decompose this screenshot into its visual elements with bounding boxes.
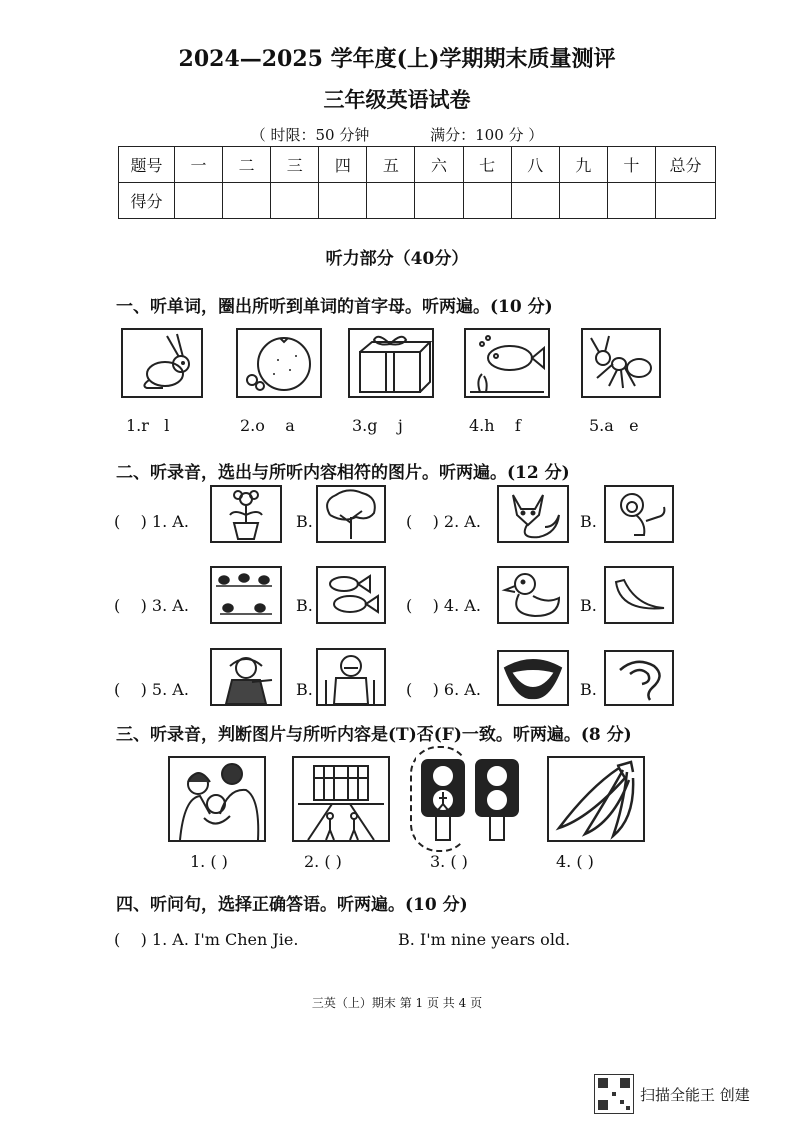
scanner-watermark: 扫描全能王 创建 xyxy=(640,1086,750,1104)
s2-item-4-left xyxy=(406,596,481,615)
letter-option[interactable]: a xyxy=(285,416,295,435)
score-cell: 六 xyxy=(415,147,463,183)
section2-heading: 二、听录音，选出与所听内容相符的图片。听两遍。(12 分) xyxy=(116,463,570,483)
s3-item-2-answer[interactable]: 2. ( ) xyxy=(304,852,342,871)
ant-icon xyxy=(581,328,661,398)
flower-pot-icon[interactable] xyxy=(210,485,282,543)
score-blank[interactable] xyxy=(656,183,716,219)
s2-item-6-left xyxy=(406,680,481,699)
family-icon[interactable] xyxy=(168,756,266,842)
monkey-icon[interactable] xyxy=(604,485,674,543)
grandma-icon[interactable] xyxy=(210,648,282,706)
score-blank[interactable] xyxy=(271,183,319,219)
score-blank[interactable] xyxy=(319,183,367,219)
item-number: 4. xyxy=(469,416,485,435)
letter-option[interactable]: f xyxy=(514,416,521,435)
s4-item-1 xyxy=(114,930,298,949)
score-table-header-row xyxy=(119,147,716,183)
item-number: 5. xyxy=(589,416,605,435)
item-label: ) 1. A. xyxy=(140,512,189,531)
s2-item-2-left xyxy=(406,512,481,531)
answer-paren[interactable]: ( xyxy=(406,512,413,531)
exam-subtitle: 三年级英语试卷 xyxy=(323,87,471,112)
s1-item-3[interactable] xyxy=(352,416,403,435)
item-label: ) 5. A. xyxy=(140,680,189,699)
letter-option[interactable]: e xyxy=(629,416,639,435)
score-blank[interactable] xyxy=(463,183,511,219)
score-blank[interactable] xyxy=(367,183,415,219)
listening-heading: 听力部分（40分） xyxy=(325,249,469,269)
answer-paren[interactable]: ( xyxy=(406,596,413,615)
orange-icon xyxy=(236,328,322,398)
page-footer: 三英（上）期末 第 1 页 共 4 页 xyxy=(311,996,483,1010)
score-blank[interactable] xyxy=(559,183,607,219)
gift-icon xyxy=(348,328,434,398)
s2-item-1-b[interactable]: B. xyxy=(296,512,313,531)
time-limit: （ 时限：50 分钟 xyxy=(250,126,370,144)
option-a[interactable]: ) 1. A. I'm Chen Jie. xyxy=(140,930,299,949)
tree-icon[interactable] xyxy=(316,485,386,543)
score-cell: 一 xyxy=(175,147,223,183)
s2-item-6-b[interactable]: B. xyxy=(580,680,597,699)
score-blank[interactable] xyxy=(607,183,655,219)
letter-option[interactable]: g xyxy=(367,416,378,435)
mouth-icon[interactable] xyxy=(497,650,569,706)
s2-item-3-left xyxy=(114,596,189,615)
letter-option[interactable]: l xyxy=(164,416,170,435)
answer-paren[interactable]: ( xyxy=(114,680,121,699)
s1-item-5[interactable] xyxy=(589,416,639,435)
s2-item-3-b[interactable]: B. xyxy=(296,596,313,615)
traffic-light-icon[interactable] xyxy=(416,756,526,842)
score-cell: 五 xyxy=(367,147,415,183)
score-cell: 二 xyxy=(223,147,271,183)
s2-item-2-b[interactable]: B. xyxy=(580,512,597,531)
s3-item-1-answer[interactable]: 1. ( ) xyxy=(190,852,228,871)
rabbit-icon xyxy=(121,328,203,398)
answer-paren[interactable]: ( xyxy=(114,596,121,615)
score-blank[interactable] xyxy=(415,183,463,219)
section1-heading: 一、听单词，圈出所听到单词的首字母。听两遍。(10 分) xyxy=(116,297,553,317)
item-number: 2. xyxy=(240,416,256,435)
s1-item-4[interactable] xyxy=(469,416,521,435)
item-label: ) 4. A. xyxy=(432,596,481,615)
grandpa-icon[interactable] xyxy=(316,648,386,706)
s2-item-1-left xyxy=(114,512,189,531)
score-cell: 三 xyxy=(271,147,319,183)
bananas-icon[interactable] xyxy=(547,756,645,842)
section3-heading: 三、听录音，判断图片与所听内容是(T)否(F)一致。听两遍。(8 分) xyxy=(116,725,632,745)
item-number: 3. xyxy=(352,416,368,435)
s3-item-3-answer[interactable]: 3. ( ) xyxy=(430,852,468,871)
s2-item-5-b[interactable]: B. xyxy=(296,680,313,699)
score-table-score-row xyxy=(119,183,716,219)
score-cell: 七 xyxy=(463,147,511,183)
exam-limits xyxy=(0,124,794,145)
s2-item-5-left xyxy=(114,680,189,699)
birds-icon[interactable] xyxy=(210,566,282,624)
letter-option[interactable]: a xyxy=(604,416,614,435)
exam-title: 2024—2025 学年度(上)学期期末质量测评 xyxy=(178,46,616,72)
score-row-label: 得分 xyxy=(119,183,175,219)
item-label: ) 2. A. xyxy=(432,512,481,531)
score-table xyxy=(118,146,716,219)
full-score: 满分：100 分 ） xyxy=(430,126,544,144)
score-cell: 九 xyxy=(559,147,607,183)
letter-option[interactable]: j xyxy=(397,416,403,435)
score-cell: 四 xyxy=(319,147,367,183)
s3-item-4-answer[interactable]: 4. ( ) xyxy=(556,852,594,871)
item-label: ) 3. A. xyxy=(140,596,189,615)
s4-item-1-option-b[interactable]: B. I'm nine years old. xyxy=(398,930,571,949)
letter-option[interactable]: r xyxy=(141,416,149,435)
score-cell: 十 xyxy=(607,147,655,183)
section4-heading: 四、听问句，选择正确答语。听两遍。(10 分) xyxy=(116,895,468,915)
answer-paren[interactable]: ( xyxy=(114,512,121,531)
score-cell: 八 xyxy=(511,147,559,183)
s1-item-2[interactable] xyxy=(240,416,295,435)
item-label: ) 6. A. xyxy=(432,680,481,699)
s1-item-1[interactable] xyxy=(126,416,169,435)
letter-option[interactable]: h xyxy=(484,416,495,435)
letter-option[interactable]: o xyxy=(255,416,265,435)
duck-icon[interactable] xyxy=(497,566,569,624)
answer-paren[interactable]: ( xyxy=(406,680,413,699)
qr-code-icon xyxy=(594,1074,634,1114)
fish-icon xyxy=(464,328,550,398)
score-blank[interactable] xyxy=(511,183,559,219)
fishes-icon[interactable] xyxy=(316,566,386,624)
school-icon[interactable] xyxy=(292,756,390,842)
ear-icon[interactable] xyxy=(604,650,674,706)
score-cell: 题号 xyxy=(119,147,175,183)
banana-icon[interactable] xyxy=(604,566,674,624)
score-cell: 总分 xyxy=(656,147,716,183)
s2-item-4-b[interactable]: B. xyxy=(580,596,597,615)
score-blank[interactable] xyxy=(175,183,223,219)
score-blank[interactable] xyxy=(223,183,271,219)
item-number: 1. xyxy=(126,416,142,435)
fox-icon[interactable] xyxy=(497,485,569,543)
answer-paren[interactable]: ( xyxy=(114,930,121,949)
